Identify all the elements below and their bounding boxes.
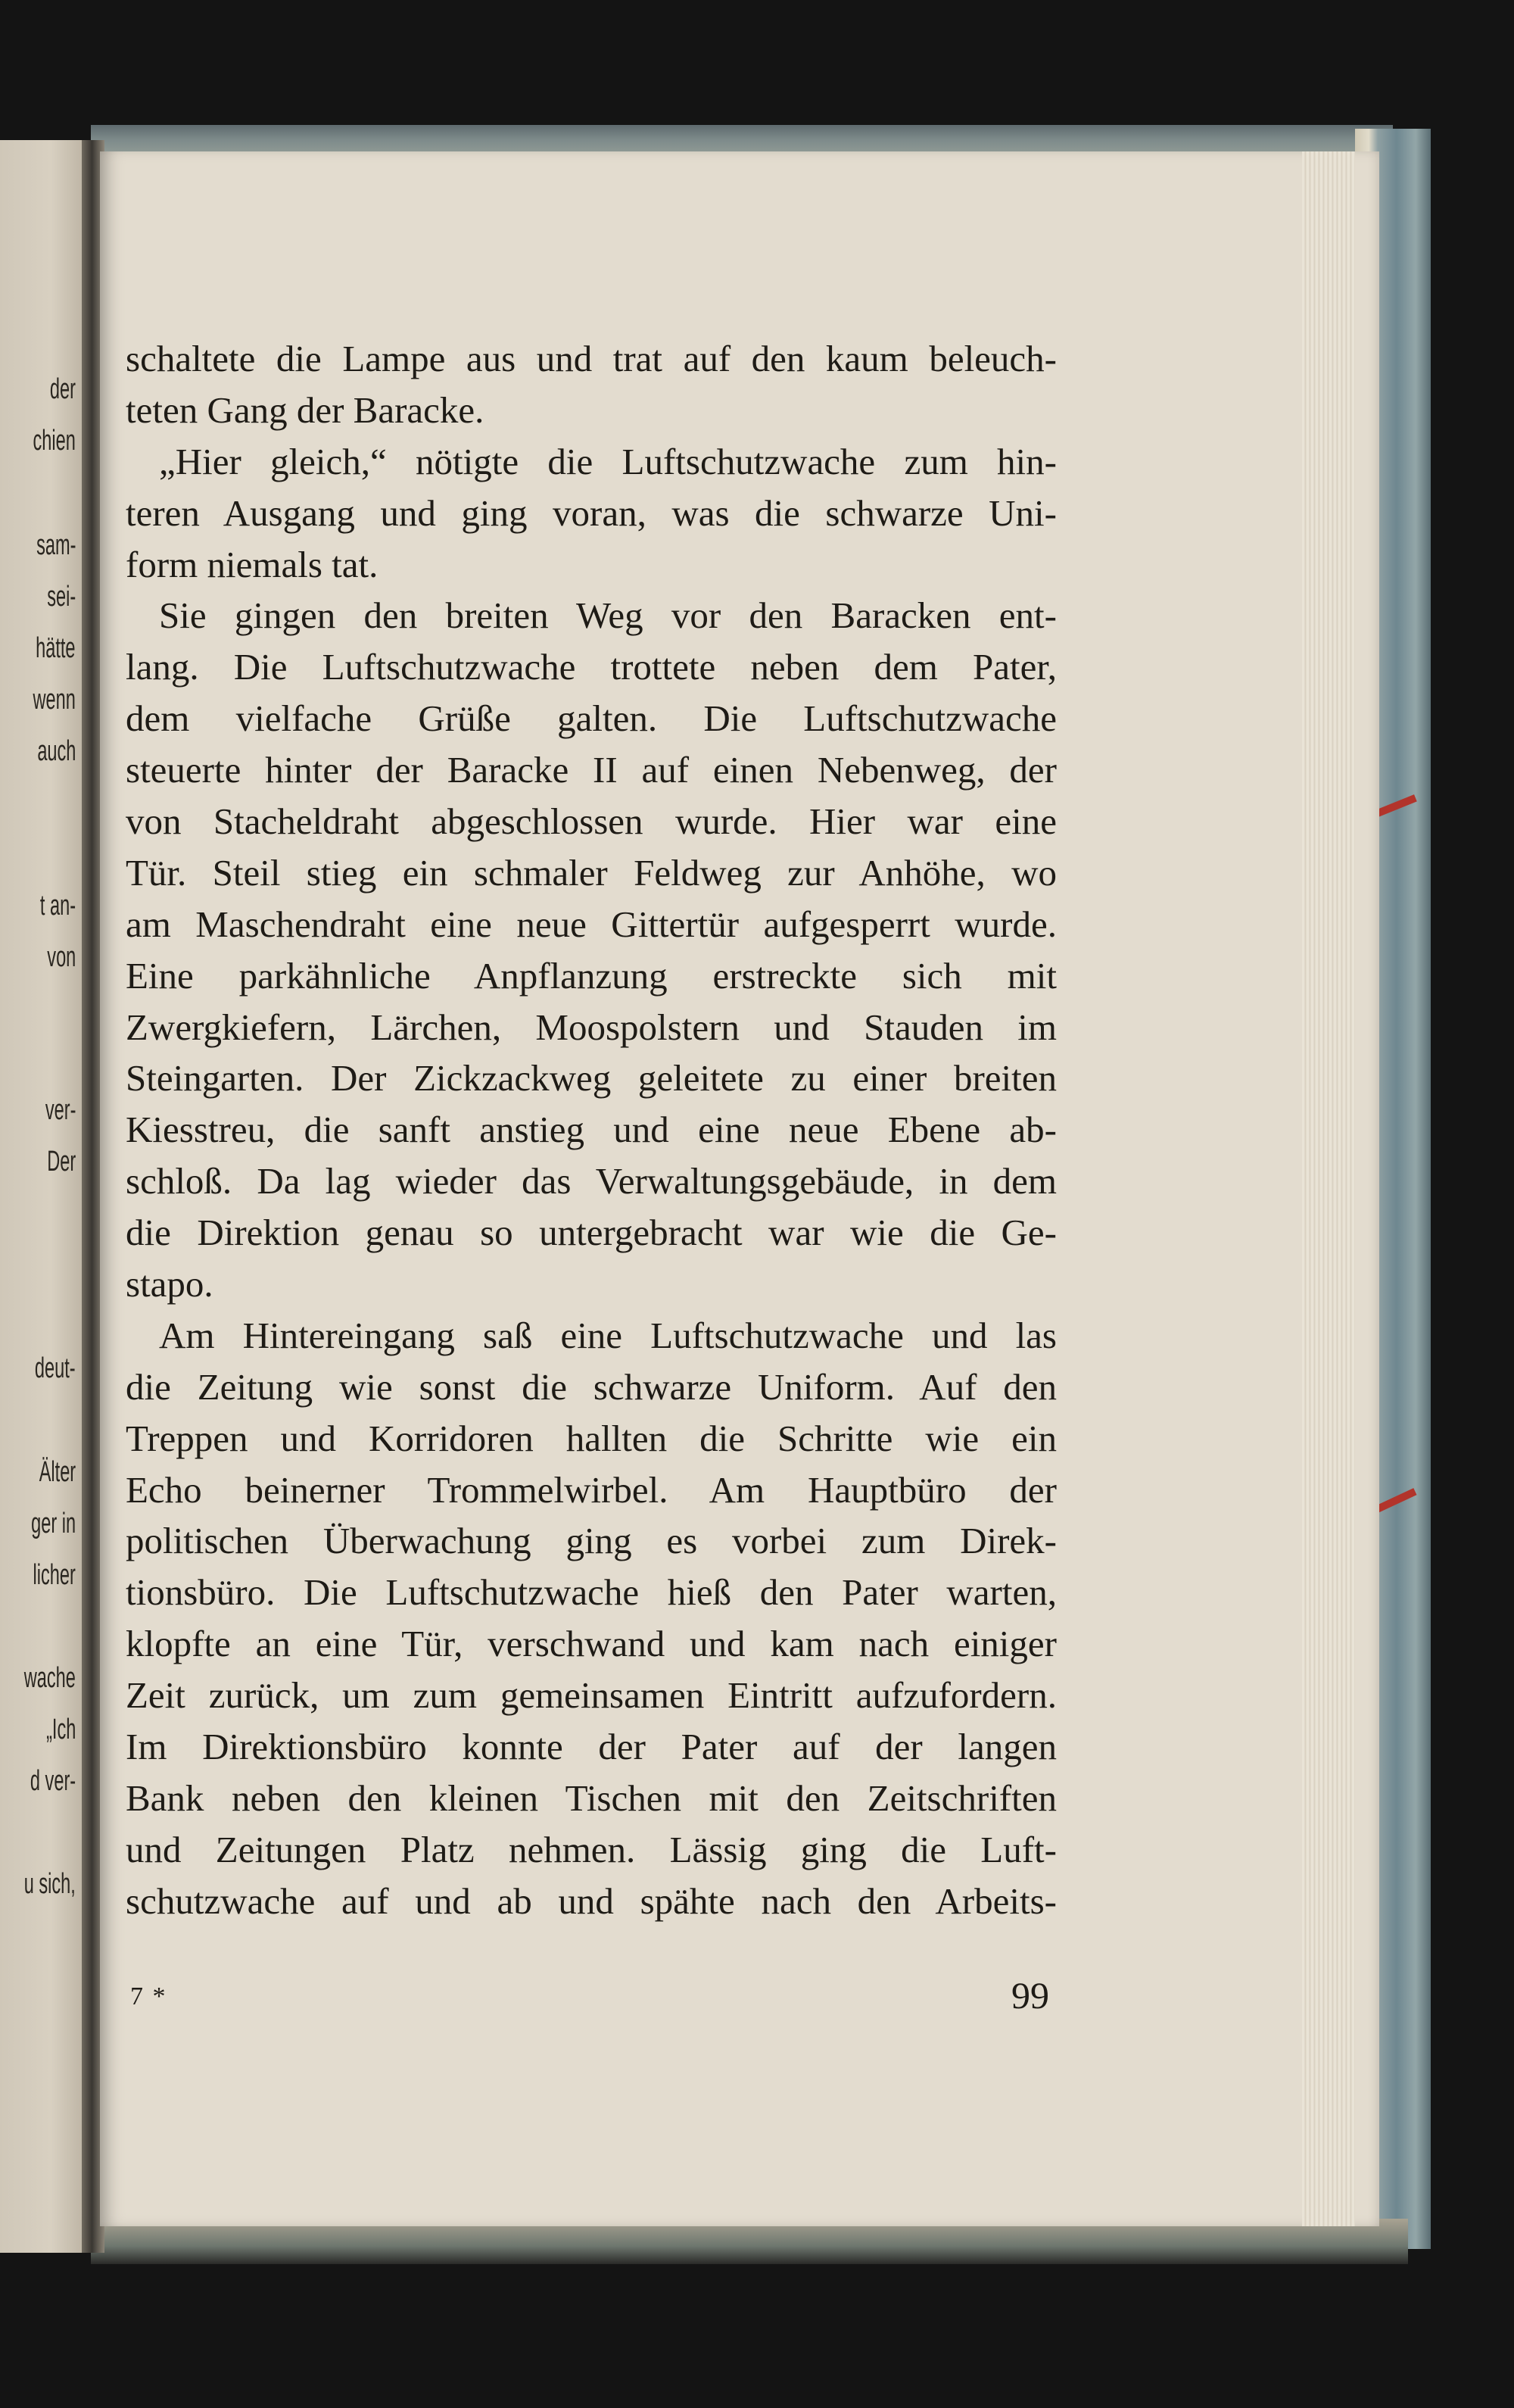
- text-line: schloß. Da lag wieder das Verwaltungsgebäude, in dem: [126, 1160, 1057, 1202]
- text-line: „Hier gleich,“ nötigte die Luftschutzwache zum hin-: [159, 440, 1057, 482]
- left-page-fragment: auch: [36, 735, 76, 767]
- text-line: steuerte hinter der Baracke II auf einen Nebenweg, der: [126, 749, 1057, 791]
- left-page-fragment: d ver-: [30, 1765, 76, 1797]
- left-page-fragment: licher: [33, 1559, 76, 1591]
- signature-mark: 7 *: [130, 1982, 167, 2010]
- text-line: Sie gingen den breiten Weg vor den Baracken ent-: [159, 594, 1057, 637]
- text-line: Bank neben den kleinen Tischen mit den Zeitschriften: [126, 1776, 1057, 1819]
- left-page-fragment: wenn: [33, 684, 76, 716]
- left-page-fragment: ver-: [45, 1094, 76, 1126]
- left-page-fragment: sei-: [47, 581, 76, 613]
- text-line: die Direktion genau so untergebracht war wie die Ge-: [126, 1212, 1057, 1254]
- left-page-fragment: wache: [23, 1662, 76, 1694]
- text-line: Am Hintereingang saß eine Luftschutzwache und las: [159, 1314, 1057, 1356]
- left-page-fragment: t an-: [39, 890, 76, 922]
- text-line: Eine parkähnliche Anpflanzung erstreckte sich mit: [126, 954, 1057, 997]
- text-line: klopfte an eine Tür, verschwand und kam nach einiger: [126, 1623, 1057, 1665]
- left-page-fragment: Der: [47, 1146, 76, 1177]
- left-page-fragment: deut-: [35, 1352, 76, 1384]
- text-line: Zwergkiefern, Lärchen, Moospolstern und Stauden im: [126, 1006, 1057, 1048]
- text-line: und Zeitungen Platz nehmen. Lässig ging die Luft-: [126, 1828, 1057, 1870]
- page-edges: [1302, 151, 1355, 2226]
- left-page-fragment: hätte: [36, 632, 76, 664]
- text-line: schaltete die Lampe aus und trat auf den kaum beleuch-: [126, 338, 1057, 379]
- left-page-fragment: „Ich: [45, 1714, 76, 1745]
- text-line: teren Ausgang und ging voran, was die schwarze Uni-: [126, 491, 1057, 534]
- text-line: Echo beinerner Trommelwirbel. Am Hauptbüro der: [126, 1468, 1057, 1511]
- left-page-fragment: Älter: [39, 1456, 76, 1488]
- left-page-fragment: der: [49, 373, 76, 405]
- text-line: teten Gang der Baracke.: [126, 388, 484, 431]
- text-line: tionsbüro. Die Luftschutzwache hieß den Pater warten,: [126, 1571, 1057, 1614]
- text-line: Tür. Steil stieg ein schmaler Feldweg zur Anhöhe, wo: [126, 851, 1057, 894]
- text-line: dem vielfache Grüße galten. Die Luftschutzwache: [126, 697, 1057, 740]
- text-line: die Zeitung wie sonst die schwarze Uniform. Auf den: [126, 1365, 1057, 1408]
- text-line: form niemals tat.: [126, 543, 378, 585]
- text-line: Zeit zurück, um zum gemeinsamen Eintritt aufzufordern.: [126, 1674, 1057, 1717]
- left-page-fragment: u sich,: [23, 1868, 76, 1900]
- text-line: von Stacheldraht abgeschlossen wurde. Hier war eine: [126, 800, 1057, 843]
- text-line: stapo.: [126, 1263, 213, 1305]
- left-page-fragment: chien: [33, 425, 76, 457]
- left-page-fragment: sam-: [36, 529, 76, 561]
- left-page-fragment: von: [47, 941, 76, 973]
- text-line: lang. Die Luftschutzwache trottete neben dem Pater,: [126, 646, 1057, 688]
- text-line: politischen Überwachung ging es vorbei zum Direk-: [126, 1520, 1057, 1562]
- text-line: Im Direktionsbüro konnte der Pater auf der langen: [126, 1726, 1057, 1768]
- text-line: schutzwache auf und ab und spähte nach den Arbeits-: [126, 1879, 1057, 1922]
- text-line: Kiesstreu, die sanft anstieg und eine neue Ebene ab-: [126, 1109, 1057, 1151]
- page-body-text: [126, 333, 1057, 1927]
- left-page-fragment: ger in: [31, 1508, 76, 1539]
- text-line: am Maschendraht eine neue Gittertür aufgesperrt wurde.: [126, 903, 1057, 945]
- text-line: Treppen und Korridoren hallten die Schritte wie ein: [126, 1417, 1057, 1459]
- previous-page: [0, 140, 85, 2253]
- text-line: Steingarten. Der Zickzackweg geleitete zu einer breiten: [126, 1057, 1057, 1100]
- page-number: 99: [1011, 1974, 1049, 2017]
